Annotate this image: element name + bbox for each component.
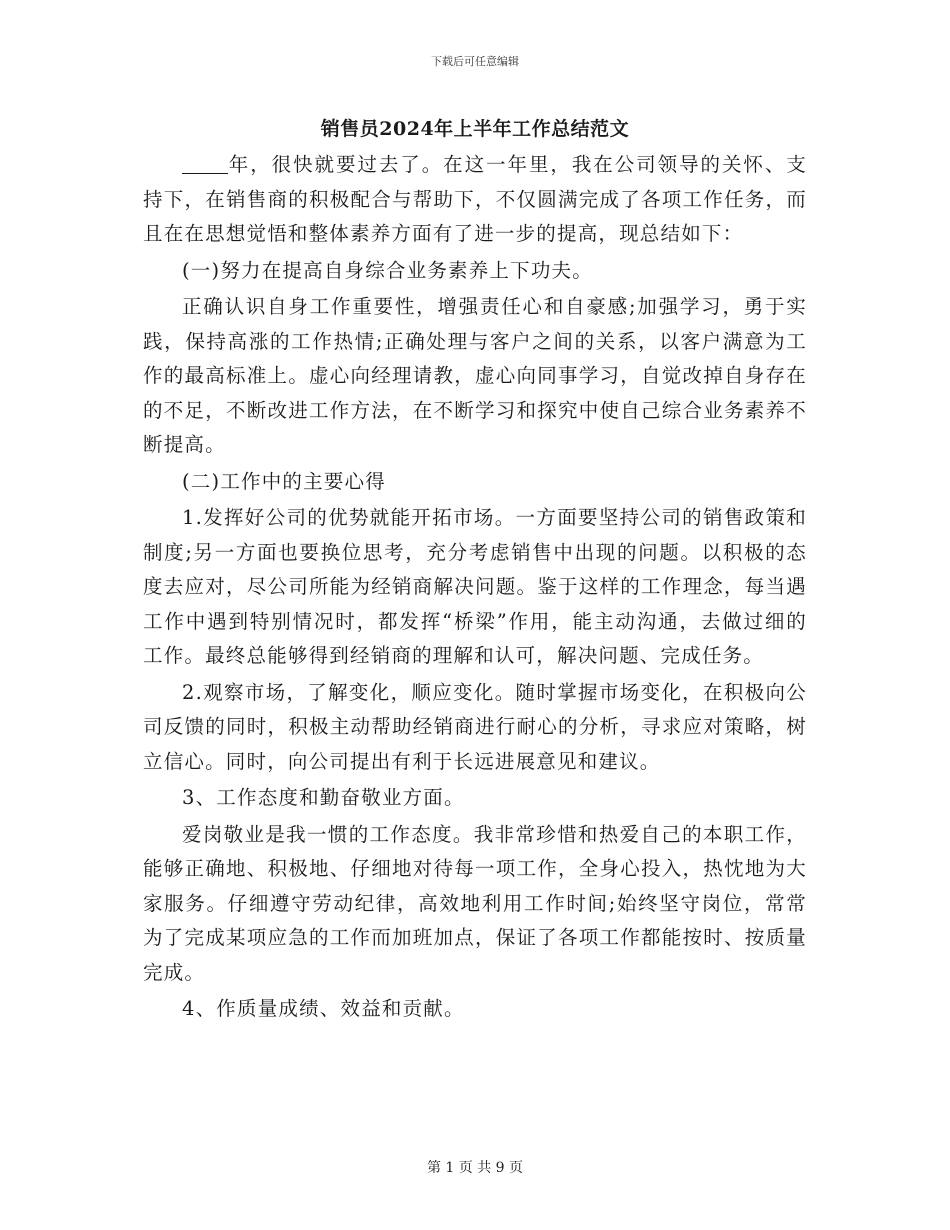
document-body [143,148,807,1029]
paragraph-body: 2.观察市场，了解变化，顺应变化。随时掌握市场变化，在积极向公司反馈的同时，积极主动帮助经销商进行耐心的分析，寻求应对策略，树立信心。同时，向公司提出有利于长远进展意见和建议。 [143,680,807,773]
page-number: 第 1 页 共 9 页 [426,1160,524,1176]
paragraph-intro [143,148,807,252]
document-title: 销售员2024年上半年工作总结范文 [320,118,630,140]
header-note: 下载后可任意编辑 [431,55,519,68]
paragraph-intro-text: 年，很快就要过去了。在这一年里，我在公司领导的关怀、支持下，在销售商的积极配合与帮助下，不仅圆满完成了各项工作任务，而且在在思想觉悟和整体素养方面有了进一步的提高，现总结如下： [143,153,807,245]
paragraph-section-heading-4: 4、作质量成绩、效益和贡献。 [182,997,465,1020]
paragraph-body: 爱岗敬业是我一惯的工作态度。我非常珍惜和热爱自己的本职工作，能够正确地、积极地、仔细地对待每一项工作，全身心投入，热忱地为大家服务。仔细遵守劳动纪律，高效地利用工作时间;始终坚守岗位，常常为了完成某项应急的工作而加班加点，保证了各项工作都能按时、按质量完成。 [143,822,807,984]
paragraph-section-heading-2: (二)工作中的主要心得 [182,469,386,493]
paragraph-body: 1.发挥好公司的优势就能开拓市场。一方面要坚持公司的销售政策和制度;另一方面也要换位思考，充分考虑销售中出现的问题。以积极的态度去应对，尽公司所能为经销商解决问题。鉴于这样的工作理念，每当遇工作中遇到特别情况时，都发挥“桥梁”作用，能主动沟通，去做过细的工作。最终总能够得到经销商的理解和认可，解决问题、完成任务。 [143,506,807,667]
paragraph-section-heading-3: 3、工作态度和勤奋敬业方面。 [182,786,465,809]
paragraph-body: 正确认识自身工作重要性，增强责任心和自豪感;加强学习，勇于实践，保持高涨的工作热情;正确处理与客户之间的关系，以客户满意为工作的最高标准上。虚心向经理请教，虚心向同事学习，自觉改掉自身存在的不足，不断改进工作方法，在不断学习和探究中使自己综合业务素养不断提高。 [143,295,807,456]
paragraph-section-heading-1: (一)努力在提高自身综合业务素养上下功夫。 [182,258,593,282]
fill-in-blank [182,154,228,175]
